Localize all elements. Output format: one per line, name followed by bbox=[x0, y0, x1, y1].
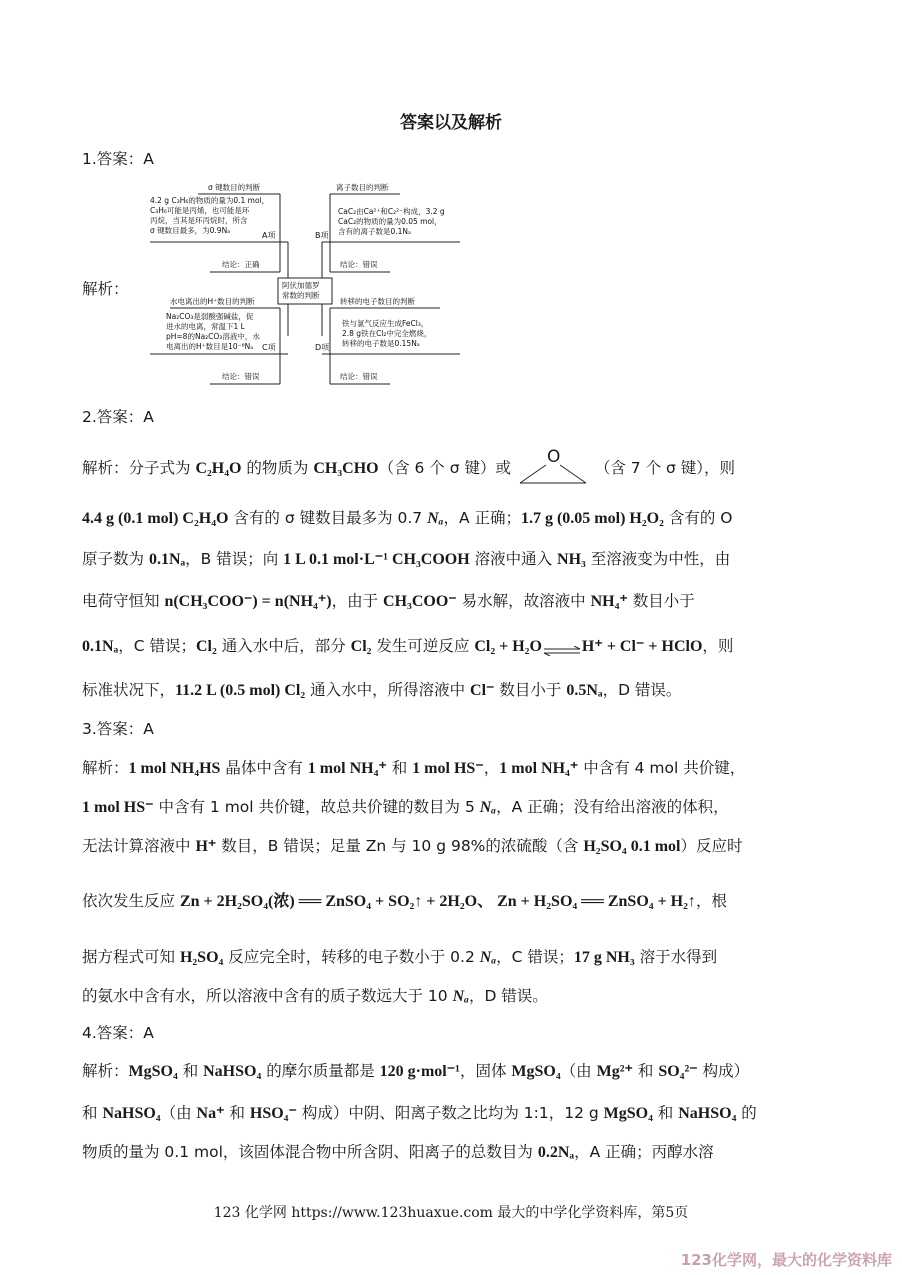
text-segment: 反应完全时，转移的电子数小于 0.2 bbox=[223, 948, 480, 966]
formula: Nₐ bbox=[479, 799, 497, 816]
c-text-4: 电离出的H⁺数目是10⁻⁶Nₐ bbox=[166, 342, 254, 351]
q1-analysis-label: 解析： bbox=[82, 280, 129, 298]
formula: SO₄²⁻ bbox=[658, 1063, 698, 1080]
formula: H⁺ + Cl⁻ + HClO bbox=[581, 638, 703, 655]
formula: NH₄⁺ bbox=[590, 593, 628, 610]
text-segment: ）反应时 bbox=[680, 837, 743, 855]
a-text-4: σ 键数目最多，为0.9Nₐ bbox=[150, 226, 231, 235]
text-segment: （由 bbox=[160, 1104, 197, 1122]
formula: Mg²⁺ bbox=[596, 1063, 633, 1080]
text-segment: ，C 错误； bbox=[118, 637, 196, 655]
text-segment: ，由于 bbox=[331, 592, 384, 610]
text-segment: （由 bbox=[560, 1062, 597, 1080]
q3-line-3 bbox=[82, 834, 822, 856]
page-footer: 123 化学网 https://www.123huaxue.com 最大的中学化学资料库，第5页 bbox=[213, 1205, 689, 1221]
text-segment: 构成） bbox=[697, 1062, 750, 1080]
q3-line-1 bbox=[82, 756, 822, 778]
page-title: 答案以及解析 bbox=[400, 113, 502, 133]
formula: H⁺ bbox=[195, 838, 217, 855]
formula: H₂SO₄ 0.1 mol bbox=[583, 838, 681, 855]
formula: 11.2 L (0.5 mol) Cl₂ bbox=[175, 682, 306, 699]
formula: NaHSO₄ bbox=[678, 1105, 737, 1122]
text-segment: ，根 bbox=[695, 892, 727, 910]
text-segment: 和 bbox=[386, 759, 413, 777]
c-text-1: Na₂CO₃是弱酸强碱盐，促 bbox=[166, 312, 254, 321]
text-segment: 无法计算溶液中 bbox=[82, 837, 196, 855]
text-segment: 电荷守恒知 bbox=[82, 592, 165, 610]
formula: 1 mol NH₄⁺ bbox=[307, 760, 387, 777]
formula: Cl₂ bbox=[196, 638, 217, 655]
formula: MgSO₄ bbox=[603, 1105, 653, 1122]
text-segment: 的氨水中含有水，所以溶液中含有的质子数远大于 10 bbox=[82, 987, 453, 1005]
text-segment: ，C 错误； bbox=[496, 948, 574, 966]
watermark: 123化学网，最大的化学资料库 bbox=[680, 1251, 892, 1269]
equilibrium-arrow-icon bbox=[542, 642, 582, 652]
text-segment: ，A 正确；没有给出溶液的体积， bbox=[496, 798, 729, 816]
q4-line-3 bbox=[82, 1140, 822, 1162]
text-segment: 中含有 1 mol 共价键，故总共价键的数目为 5 bbox=[153, 798, 480, 816]
c-text-3: pH=8的Na₂CO₃溶液中，水 bbox=[166, 332, 260, 341]
formula: Nₐ bbox=[479, 949, 497, 966]
text-segment: 溶于水得到 bbox=[634, 948, 718, 966]
text-segment: 含有的 σ 键数目最多为 0.7 bbox=[228, 509, 428, 527]
d-item: D项 bbox=[315, 343, 330, 352]
center-line-2: 常数的判断 bbox=[282, 291, 320, 300]
text-segment: ，B 错误；向 bbox=[185, 550, 284, 568]
text-segment: 发生可逆反应 bbox=[371, 637, 475, 655]
formula: 0.1Nₐ bbox=[82, 638, 119, 655]
formula: MgSO₄ bbox=[128, 1063, 178, 1080]
a-conclusion: 结论：正确 bbox=[222, 260, 260, 269]
b-header: 离子数目的判断 bbox=[336, 183, 389, 192]
text-segment: 的物质为 bbox=[241, 459, 314, 477]
text-segment: 数目小于 bbox=[494, 681, 567, 699]
formula: H₂SO₄ bbox=[179, 949, 224, 966]
text-segment: ，则 bbox=[702, 637, 734, 655]
text-segment: 的摩尔质量都是 bbox=[261, 1062, 380, 1080]
formula: CH₃COO⁻ bbox=[383, 593, 457, 610]
text-segment: （含 6 个 σ 键）或 bbox=[378, 459, 511, 477]
q4-line-2 bbox=[82, 1101, 822, 1123]
epoxide-structure bbox=[516, 447, 590, 487]
q4-answer: 4.答案：A bbox=[82, 1024, 154, 1042]
text-segment: 和 bbox=[632, 1062, 659, 1080]
q3-line-5 bbox=[82, 945, 822, 967]
q3-answer: 3.答案：A bbox=[82, 720, 154, 738]
formula: NH₃ bbox=[557, 551, 586, 568]
text-segment: 构成）中阴、阳离子数之比均为 1:1，12 g bbox=[296, 1104, 604, 1122]
text-segment: 和 bbox=[224, 1104, 250, 1122]
formula: NaHSO₄ bbox=[102, 1105, 161, 1122]
text-segment: （含 7 个 σ 键），则 bbox=[594, 459, 736, 477]
text-segment: ， bbox=[483, 759, 500, 777]
a-text-2: C₃H₆可能是丙烯，也可能是环 bbox=[150, 206, 250, 215]
q2-line-3 bbox=[82, 547, 822, 569]
c-text-2: 进水的电离，常温下1 L bbox=[166, 322, 245, 331]
formula: Cl⁻ bbox=[470, 682, 495, 699]
formula: 120 g·mol⁻¹ bbox=[379, 1063, 460, 1080]
text-segment: 晶体中含有 bbox=[220, 759, 308, 777]
text-segment: 和 bbox=[82, 1104, 103, 1122]
q2-line-1 bbox=[82, 447, 822, 487]
d-conclusion: 结论：错误 bbox=[340, 372, 378, 381]
b-conclusion: 结论：错误 bbox=[340, 260, 378, 269]
text-segment: ，固体 bbox=[459, 1062, 512, 1080]
formula: Zn + 2H₂SO₄(浓) ══ ZnSO₄ + SO₂↑ + 2H₂O、 Zn + H₂SO₄ ══ ZnSO₄ + H₂↑ bbox=[179, 893, 696, 910]
text-segment: 和 bbox=[177, 1062, 204, 1080]
b-text-3: 含有的离子数是0.1Nₐ bbox=[338, 227, 411, 236]
q2-line-5 bbox=[82, 634, 822, 656]
text-segment: 解析：分子式为 bbox=[82, 459, 196, 477]
epoxide-oxygen: O bbox=[546, 447, 561, 467]
text-segment: 的 bbox=[736, 1104, 757, 1122]
b-item: B项 bbox=[315, 231, 329, 240]
text-segment: 溶液中通入 bbox=[469, 550, 558, 568]
c-header: 水电离出的H⁺数目的判断 bbox=[170, 297, 255, 306]
center-line-1: 阿伏加德罗 bbox=[282, 281, 320, 290]
formula: n(CH₃COO⁻) = n(NH₄⁺) bbox=[164, 593, 332, 610]
text-segment: 数目小于 bbox=[627, 592, 695, 610]
text-segment: 易水解，故溶液中 bbox=[456, 592, 591, 610]
formula: 0.1Nₐ bbox=[148, 551, 186, 568]
q1-answer: 1.答案：A bbox=[82, 150, 154, 168]
text-segment: ，A 正确；丙醇水溶 bbox=[574, 1143, 714, 1161]
formula: Cl₂ + H₂O bbox=[474, 638, 542, 655]
c-conclusion: 结论：错误 bbox=[222, 372, 260, 381]
a-header: σ 键数目的判断 bbox=[208, 183, 261, 192]
text-segment: ，A 正确； bbox=[443, 509, 521, 527]
formula: 1 L 0.1 mol·L⁻¹ CH₃COOH bbox=[283, 551, 470, 568]
formula: 1 mol NH₄HS bbox=[128, 760, 221, 777]
b-text-1: CaC₂由Ca²⁺和C₂²⁻构成，3.2 g bbox=[338, 207, 445, 216]
q4-line-1 bbox=[82, 1059, 822, 1081]
text-segment: 通入水中，所得溶液中 bbox=[305, 681, 471, 699]
formula: 17 g NH₃ bbox=[573, 949, 635, 966]
formula: 1.7 g (0.05 mol) H₂O₂ bbox=[520, 510, 664, 527]
text-segment: 原子数为 bbox=[82, 550, 149, 568]
d-text-2: 2.8 g铁在Cl₂中完全燃烧， bbox=[342, 329, 432, 338]
formula: C₂H₄O bbox=[195, 460, 242, 477]
text-segment: 至溶液变为中性，由 bbox=[585, 550, 731, 568]
text-segment: 据方程式可知 bbox=[82, 948, 180, 966]
a-item: A项 bbox=[262, 231, 276, 240]
formula: 1 mol HS⁻ bbox=[82, 799, 154, 816]
q2-answer: 2.答案：A bbox=[82, 408, 154, 426]
text-segment: 通入水中后，部分 bbox=[216, 637, 351, 655]
text-segment: 依次发生反应 bbox=[82, 892, 180, 910]
formula: HSO₄⁻ bbox=[249, 1105, 297, 1122]
q2-line-6 bbox=[82, 678, 822, 700]
formula: NaHSO₄ bbox=[203, 1063, 262, 1080]
text-segment: ，D 错误。 bbox=[602, 681, 682, 699]
c-item: C项 bbox=[262, 343, 276, 352]
formula: 0.2Nₐ bbox=[537, 1144, 575, 1161]
text-segment: ，D 错误。 bbox=[468, 987, 548, 1005]
d-text-3: 转移的电子数是0.15Nₐ bbox=[342, 339, 420, 348]
formula: Nₐ bbox=[452, 988, 469, 1005]
text-segment: 中含有 4 mol 共价键， bbox=[578, 759, 746, 777]
text-segment: 解析： bbox=[82, 1062, 129, 1080]
q1-diagram bbox=[150, 176, 460, 390]
b-text-2: CaC₂的物质的量为0.05 mol， bbox=[338, 217, 442, 226]
formula: Na⁺ bbox=[196, 1105, 225, 1122]
text-segment: 解析： bbox=[82, 759, 129, 777]
text-segment: 数目，B 错误；足量 Zn 与 10 g 98%的浓硫酸（含 bbox=[216, 837, 584, 855]
q3-line-4 bbox=[82, 888, 822, 911]
q3-line-2 bbox=[82, 795, 822, 817]
formula: 1 mol HS⁻ bbox=[412, 760, 484, 777]
formula: MgSO₄ bbox=[511, 1063, 561, 1080]
formula: Nₐ bbox=[427, 510, 444, 527]
q3-line-6 bbox=[82, 984, 822, 1006]
a-text-3: 丙烷，当其是环丙烷时，所含 bbox=[150, 216, 248, 225]
formula: 0.5Nₐ bbox=[566, 682, 603, 699]
formula: 1 mol NH₄⁺ bbox=[499, 760, 579, 777]
a-text-1: 4.2 g C₃H₆的物质的量为0.1 mol， bbox=[150, 196, 270, 205]
d-text-1: 铁与氯气反应生成FeCl₃， bbox=[342, 319, 429, 328]
text-segment: 标准状况下， bbox=[82, 681, 176, 699]
q2-line-4 bbox=[82, 589, 822, 611]
formula: CH₃CHO bbox=[313, 460, 379, 477]
formula: 4.4 g (0.1 mol) C₂H₄O bbox=[82, 510, 229, 527]
formula: Cl₂ bbox=[350, 638, 372, 655]
d-header: 转移的电子数目的判断 bbox=[340, 297, 415, 306]
text-segment: 和 bbox=[652, 1104, 679, 1122]
text-segment: 含有的 O bbox=[663, 509, 733, 527]
text-segment: 物质的量为 0.1 mol，该固体混合物中所含阴、阳离子的总数目为 bbox=[82, 1143, 538, 1161]
q2-line-2 bbox=[82, 506, 822, 528]
